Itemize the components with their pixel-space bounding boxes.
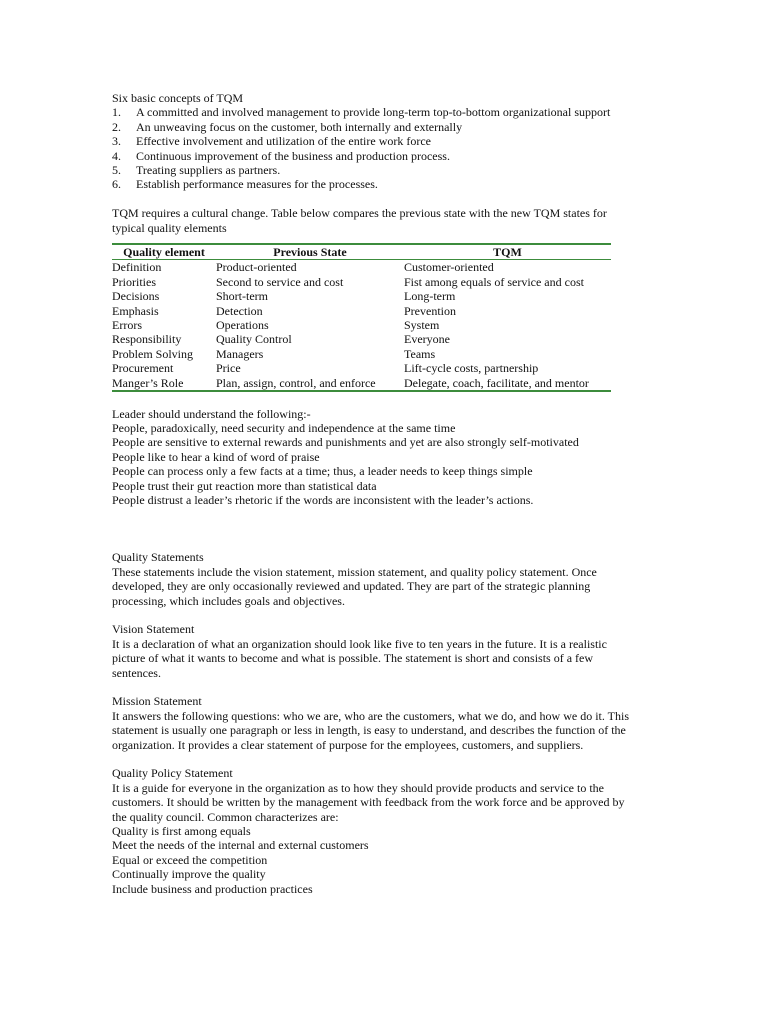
column-header-quality-element: Quality element <box>112 244 216 260</box>
table-row <box>112 289 611 303</box>
column-header-tqm: TQM <box>404 244 611 260</box>
table-cell: Errors <box>112 318 142 333</box>
list-item-text: Continuous improvement of the business and production process. <box>136 148 450 163</box>
table-row <box>112 304 611 318</box>
column-header-previous-state: Previous State <box>216 244 404 260</box>
leader-heading: Leader should understand the following:- <box>112 406 311 421</box>
table-cell: Emphasis <box>112 303 159 318</box>
table-cell: Lift-cycle costs, partnership <box>404 361 539 376</box>
table-cell: Decisions <box>112 289 160 304</box>
table-row <box>112 318 611 332</box>
table-cell: Second to service and cost <box>216 274 344 289</box>
table-cell: Procurement <box>112 361 174 376</box>
paragraph-line: processing, which includes goals and objectives. <box>112 593 345 608</box>
list-item <box>112 120 642 134</box>
vision-statement-heading: Vision Statement <box>112 622 195 637</box>
tqm-concepts-list <box>112 105 642 191</box>
list-item-text: Treating suppliers as partners. <box>136 163 281 178</box>
table-row <box>112 376 611 391</box>
paragraph-line: developed, they are only occasionally reviewed and updated. They are part of the strategic planning <box>112 579 591 594</box>
table-cell: Delegate, coach, facilitate, and mentor <box>404 376 611 391</box>
list-item-text: Establish performance measures for the processes. <box>136 177 378 192</box>
list-item-text: Effective involvement and utilization of the entire work force <box>136 134 432 149</box>
spacer <box>112 192 642 206</box>
paragraph-line: It is a guide for everyone in the organization as to how they should provide products and service to the <box>112 780 604 795</box>
paragraph-line: customers. It should be written by the management with feedback from the work force and be approved by <box>112 795 625 810</box>
table-cell: Long-term <box>404 289 456 304</box>
leader-item: People can process only a few facts at a time; thus, a leader needs to keep things simple <box>112 464 533 479</box>
list-item-number: 5. <box>112 163 121 178</box>
table-cell: Quality Control <box>216 332 292 347</box>
table-cell: Operations <box>216 318 269 333</box>
table-cell: Prevention <box>404 303 456 318</box>
table-cell: Plan, assign, control, and enforce <box>216 376 404 391</box>
table-cell: Everyone <box>404 332 450 347</box>
table-cell: Managers <box>216 346 264 361</box>
table-cell: Product-oriented <box>216 260 297 275</box>
table-cell: Fist among equals of service and cost <box>404 274 584 289</box>
policy-item: Include business and production practices <box>112 881 313 896</box>
spacer <box>112 608 642 622</box>
list-item <box>112 149 642 163</box>
table-cell: Responsibility <box>112 332 182 347</box>
cultural-change-line-2: typical quality elements <box>112 220 227 235</box>
list-item-text: An unweaving focus on the customer, both internally and externally <box>136 119 463 134</box>
table-cell: Manger’s Role <box>112 376 216 391</box>
spacer <box>112 752 642 766</box>
table-cell: Definition <box>112 260 162 275</box>
cultural-change-line-1: TQM requires a cultural change. Table below compares the previous state with the new TQM states for <box>112 206 607 221</box>
list-item <box>112 163 642 177</box>
paragraph-line: sentences. <box>112 665 161 680</box>
leader-item: People are sensitive to external rewards and punishments and yet are also strongly self-motivated <box>112 435 579 450</box>
quality-statements-heading: Quality Statements <box>112 550 204 565</box>
list-item-number: 6. <box>112 177 121 192</box>
paragraph-line: statement is usually one paragraph or less in length, is easy to understand, and describes the function of the <box>112 723 626 738</box>
paragraph-line: the quality council. Common characterizes are: <box>112 809 339 824</box>
quality-policy-heading: Quality Policy Statement <box>112 766 233 781</box>
table-cell: Detection <box>216 303 263 318</box>
paragraph-line: It is a declaration of what an organization should look like five to ten years in the future. It is a realistic <box>112 636 607 651</box>
list-item-number: 4. <box>112 148 121 163</box>
comparison-table <box>112 243 611 392</box>
table-header-row <box>112 244 611 260</box>
table-cell: Price <box>216 361 241 376</box>
table-row <box>112 260 611 275</box>
policy-item: Continually improve the quality <box>112 867 266 882</box>
table-row <box>112 275 611 289</box>
table-row <box>112 361 611 375</box>
mission-statement-heading: Mission Statement <box>112 694 202 709</box>
document-page <box>112 91 642 896</box>
leader-item: People distrust a leader’s rhetoric if the words are inconsistent with the leader’s actions. <box>112 492 534 507</box>
leader-item: People trust their gut reaction more than statistical data <box>112 478 377 493</box>
spacer <box>112 680 642 694</box>
paragraph-line: picture of what it wants to become and what is possible. The statement is short and consists of a few <box>112 651 594 666</box>
list-item-number: 3. <box>112 134 121 149</box>
list-item-number: 1. <box>112 105 121 120</box>
table-cell: Short-term <box>216 289 268 304</box>
leader-item: People like to hear a kind of word of praise <box>112 449 320 464</box>
table-cell: Priorities <box>112 274 156 289</box>
policy-item: Meet the needs of the internal and external customers <box>112 838 369 853</box>
paragraph-line: These statements include the vision statement, mission statement, and quality policy statement. Once <box>112 564 597 579</box>
list-item-number: 2. <box>112 119 121 134</box>
policy-item: Equal or exceed the competition <box>112 852 268 867</box>
list-item <box>112 177 642 191</box>
list-item <box>112 134 642 148</box>
spacer <box>112 507 642 550</box>
paragraph-line: It answers the following questions: who we are, who are the customers, what we do, and how we do it. This <box>112 708 630 723</box>
spacer <box>112 392 642 406</box>
table-cell: Customer-oriented <box>404 260 494 275</box>
list-item-text: A committed and involved management to provide long-term top-to-bottom organizational support <box>136 105 611 120</box>
table-cell: System <box>404 318 440 333</box>
table-row <box>112 332 611 346</box>
paragraph-line: organization. It provides a clear statement of purpose for the employees, customers, and suppliers. <box>112 737 584 752</box>
table-cell: Problem Solving <box>112 346 194 361</box>
table-cell: Teams <box>404 346 436 361</box>
leader-item: People, paradoxically, need security and independence at the same time <box>112 420 456 435</box>
table-row <box>112 347 611 361</box>
list-item <box>112 105 642 119</box>
policy-item: Quality is first among equals <box>112 824 251 839</box>
tqm-concepts-heading: Six basic concepts of TQM <box>112 91 244 105</box>
